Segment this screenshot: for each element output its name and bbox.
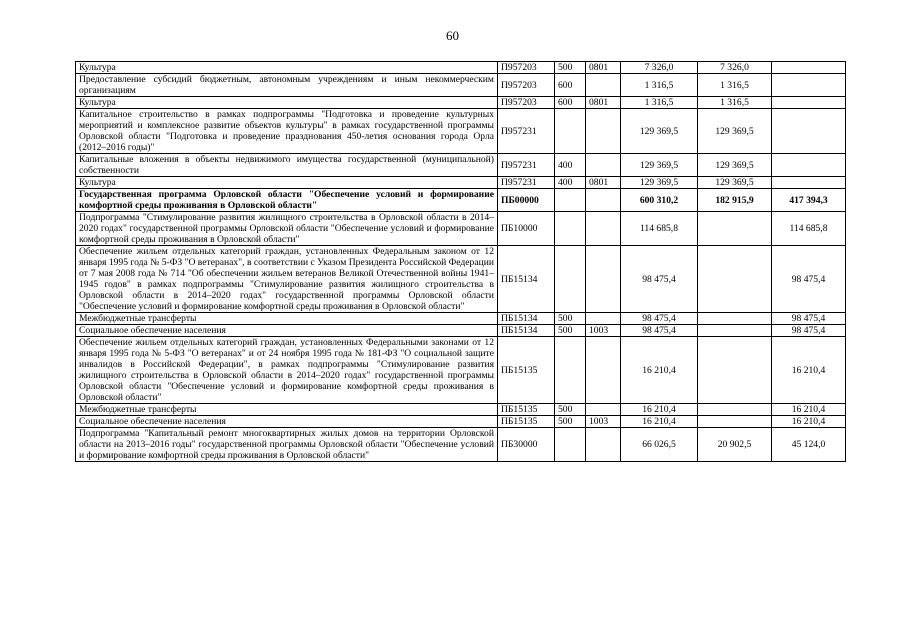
- row-target-code: ПБ30000: [498, 428, 555, 462]
- row-section-code: [586, 428, 621, 462]
- row-name: Обеспечение жильем отдельных категорий граждан, установленных Федеральным законом от 12 января 1995 года № 5-ФЗ "О ветеранах", в соответствии с Указом Президента Российской Федерации от 7 мая 2008 года № 714 "Об обеспечении жильем ветеранов Великой Отечественной войны 1941–1945 годов" в рамках подпрограммы "Стимулирование развития жилищного строительства в Орловской области в 2014–2020 годах" государственной программы Орловской области "Обеспечение условий и формирование комфортной среды проживания в Орловской области": [76, 246, 498, 313]
- row-expense-type: 500: [555, 313, 586, 325]
- table-row: [76, 177, 846, 189]
- row-amount-total: 7 326,0: [621, 62, 698, 74]
- table-row: [76, 212, 846, 246]
- row-name: Государственная программа Орловской области "Обеспечение условий и формирование комфортной среды проживания в Орловской области": [76, 189, 498, 212]
- row-name: Предоставление субсидий бюджетным, автономным учреждениям и иным некоммерческим организациям: [76, 74, 498, 97]
- row-amount-federal: [772, 109, 846, 154]
- row-expense-type: 600: [555, 74, 586, 97]
- row-target-code: ПБ15135: [498, 404, 555, 416]
- row-expense-type: 500: [555, 325, 586, 337]
- row-expense-type: 500: [555, 416, 586, 428]
- row-name: Капитальное строительство в рамках подпрограммы "Подготовка и проведение культурных мероприятий и комплексное развитие объектов культуры" в рамках государственной программы Орловской области "Подготовка и проведение празднования 450-летия основания города Орла (2012–2016 годы)": [76, 109, 498, 154]
- row-amount-federal: 45 124,0: [772, 428, 846, 462]
- row-amount-federal: 98 475,4: [772, 313, 846, 325]
- table-row: [76, 313, 846, 325]
- row-amount-federal: 417 394,3: [772, 189, 846, 212]
- row-amount-regional: 20 902,5: [698, 428, 772, 462]
- row-amount-total: 1 316,5: [621, 97, 698, 109]
- row-amount-total: 16 210,4: [621, 337, 698, 404]
- row-amount-federal: [772, 74, 846, 97]
- row-amount-federal: [772, 97, 846, 109]
- row-amount-federal: [772, 177, 846, 189]
- row-target-code: П957231: [498, 109, 555, 154]
- row-section-code: [586, 313, 621, 325]
- row-amount-federal: [772, 154, 846, 177]
- row-amount-federal: 98 475,4: [772, 246, 846, 313]
- row-expense-type: [555, 246, 586, 313]
- row-amount-regional: 7 326,0: [698, 62, 772, 74]
- row-section-code: [586, 212, 621, 246]
- row-amount-total: 129 369,5: [621, 109, 698, 154]
- budget-table-body: [76, 62, 846, 462]
- row-expense-type: [555, 109, 586, 154]
- row-name: Социальное обеспечение населения: [76, 325, 498, 337]
- row-amount-total: 98 475,4: [621, 325, 698, 337]
- row-expense-type: [555, 212, 586, 246]
- row-amount-total: 600 310,2: [621, 189, 698, 212]
- row-section-code: [586, 154, 621, 177]
- row-amount-regional: 1 316,5: [698, 97, 772, 109]
- row-expense-type: 400: [555, 177, 586, 189]
- row-name: Культура: [76, 62, 498, 74]
- table-row: [76, 109, 846, 154]
- row-target-code: ПБ15134: [498, 246, 555, 313]
- row-name: Социальное обеспечение населения: [76, 416, 498, 428]
- row-section-code: 0801: [586, 97, 621, 109]
- row-section-code: 0801: [586, 62, 621, 74]
- row-expense-type: [555, 337, 586, 404]
- row-section-code: [586, 189, 621, 212]
- table-row: [76, 428, 846, 462]
- table-row: [76, 246, 846, 313]
- row-amount-regional: 1 316,5: [698, 74, 772, 97]
- row-name: Капитальные вложения в объекты недвижимого имущества государственной (муниципальной) собственности: [76, 154, 498, 177]
- row-amount-regional: 129 369,5: [698, 177, 772, 189]
- table-row: [76, 337, 846, 404]
- row-amount-total: 98 475,4: [621, 246, 698, 313]
- row-section-code: [586, 404, 621, 416]
- row-amount-regional: [698, 313, 772, 325]
- row-section-code: [586, 74, 621, 97]
- row-amount-federal: 16 210,4: [772, 416, 846, 428]
- row-amount-regional: 129 369,5: [698, 154, 772, 177]
- row-target-code: ПБ00000: [498, 189, 555, 212]
- row-name: Культура: [76, 97, 498, 109]
- row-amount-federal: 16 210,4: [772, 337, 846, 404]
- row-amount-regional: 182 915,9: [698, 189, 772, 212]
- row-amount-total: 1 316,5: [621, 74, 698, 97]
- row-amount-total: 129 369,5: [621, 177, 698, 189]
- row-target-code: ПБ15135: [498, 416, 555, 428]
- row-target-code: ПБ10000: [498, 212, 555, 246]
- row-expense-type: 400: [555, 154, 586, 177]
- row-name: Обеспечение жильем отдельных категорий граждан, установленных Федеральными законами от 12 января 1995 года № 5-ФЗ "О ветеранах" и от 24 ноября 1995 года № 181-ФЗ "О социальной защите инвалидов в Российской Федерации", в рамках подпрограммы "Стимулирование развития жилищного строительства в Орловской области в 2014–2020 годах" государственной программы Орловской области "Обеспечение условий и формирование комфортной среды проживания в Орловской области": [76, 337, 498, 404]
- row-amount-federal: 16 210,4: [772, 404, 846, 416]
- row-name: Подпрограмма "Стимулирование развития жилищного строительства в Орловской области в 2014–2020 годах" государственной программы Орловской области "Обеспечение условий и формирование комфортной среды проживания в Орловской области": [76, 212, 498, 246]
- row-expense-type: 600: [555, 97, 586, 109]
- table-row: [76, 189, 846, 212]
- row-section-code: 0801: [586, 177, 621, 189]
- row-amount-regional: [698, 404, 772, 416]
- row-amount-regional: [698, 337, 772, 404]
- table-row: [76, 416, 846, 428]
- row-amount-regional: [698, 212, 772, 246]
- table-row: [76, 154, 846, 177]
- row-amount-total: 66 026,5: [621, 428, 698, 462]
- page-number: 60: [446, 28, 459, 43]
- row-amount-federal: 98 475,4: [772, 325, 846, 337]
- row-target-code: П957203: [498, 62, 555, 74]
- row-target-code: ПБ15134: [498, 313, 555, 325]
- row-target-code: П957203: [498, 74, 555, 97]
- table-row: [76, 325, 846, 337]
- row-target-code: ПБ15135: [498, 337, 555, 404]
- row-target-code: П957231: [498, 154, 555, 177]
- row-section-code: [586, 337, 621, 404]
- row-amount-regional: 129 369,5: [698, 109, 772, 154]
- row-name: Межбюджетные трансферты: [76, 313, 498, 325]
- row-amount-total: 16 210,4: [621, 416, 698, 428]
- row-amount-regional: [698, 325, 772, 337]
- row-amount-total: 16 210,4: [621, 404, 698, 416]
- row-amount-regional: [698, 246, 772, 313]
- row-name: Культура: [76, 177, 498, 189]
- table-row: [76, 97, 846, 109]
- row-amount-federal: [772, 62, 846, 74]
- row-amount-total: 98 475,4: [621, 313, 698, 325]
- row-amount-total: 129 369,5: [621, 154, 698, 177]
- row-name: Межбюджетные трансферты: [76, 404, 498, 416]
- row-amount-regional: [698, 416, 772, 428]
- row-section-code: 1003: [586, 416, 621, 428]
- table-row: [76, 62, 846, 74]
- row-expense-type: [555, 428, 586, 462]
- table-row: [76, 404, 846, 416]
- row-expense-type: [555, 189, 586, 212]
- row-target-code: П957203: [498, 97, 555, 109]
- row-expense-type: 500: [555, 404, 586, 416]
- row-target-code: П957231: [498, 177, 555, 189]
- row-section-code: [586, 109, 621, 154]
- row-section-code: 1003: [586, 325, 621, 337]
- budget-table: [75, 61, 846, 462]
- row-section-code: [586, 246, 621, 313]
- row-amount-total: 114 685,8: [621, 212, 698, 246]
- row-target-code: ПБ15134: [498, 325, 555, 337]
- row-amount-federal: 114 685,8: [772, 212, 846, 246]
- row-name: Подпрограмма "Капитальный ремонт многоквартирных жилых домов на территории Орловской области на 2013–2016 годы" государственной программы Орловской области "Обеспечение условий и формирование комфортной среды проживания в Орловской области": [76, 428, 498, 462]
- table-row: [76, 74, 846, 97]
- row-expense-type: 500: [555, 62, 586, 74]
